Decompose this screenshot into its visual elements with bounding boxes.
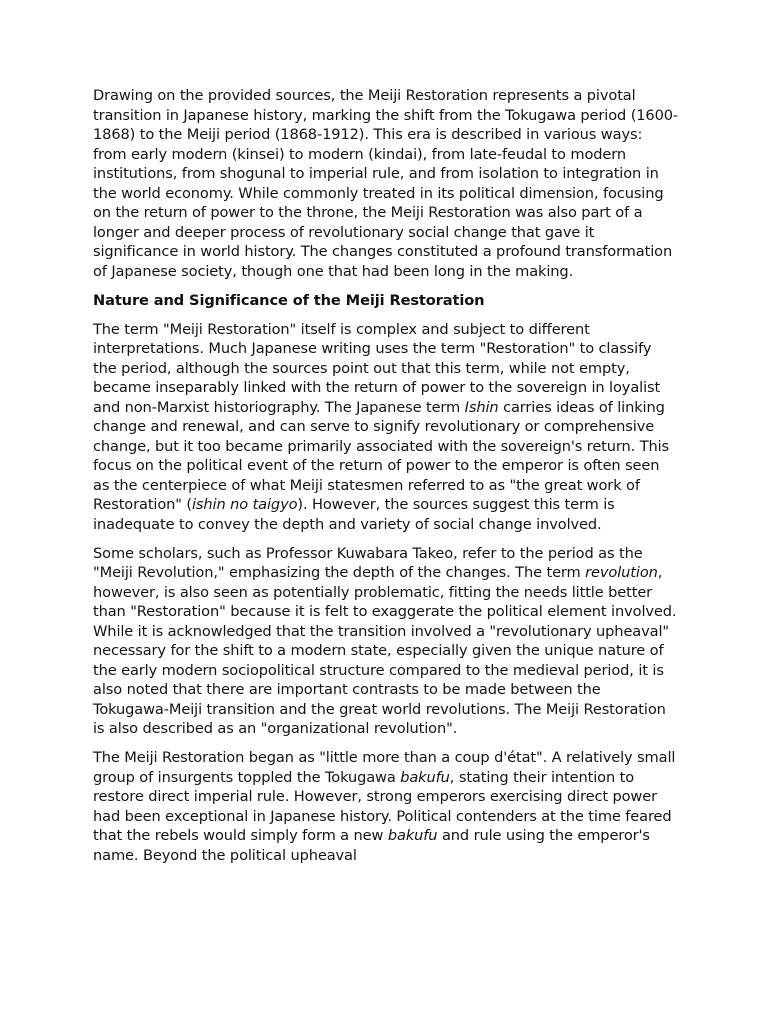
text-run: The Meiji Restoration began as "little more than a coup d'état". A relatively small group of insurgents toppled the Tokugawa <box>93 749 676 786</box>
text-run: The term "Meiji Restoration" itself is complex and subject to different interpretations. Much Japanese writing uses the term "Restoration" to classify the period, although the sources point out that this term, while not empty, became inseparably linked with the return of power to the sovereign in loyalist and non-Marxist historiography. The Japanese term <box>93 320 661 416</box>
revolution-paragraph <box>93 544 679 739</box>
intro-paragraph: Drawing on the provided sources, the Meiji Restoration represents a pivotal transition in Japanese history, marking the shift from the Tokugawa period (1600-1868) to the Meiji period (1868-1912). This era is described in various ways: from early modern (kinsei) to modern (kindai), from late-feudal to modern institutions, from shogunal to imperial rule, and from isolation to integration in the world economy. While commonly treated in its political dimension, focusing on the return of power to the throne, the Meiji Restoration was also part of a longer and deeper process of revolutionary social change that gave it significance in world history. The changes constituted a profound transformation of Japanese society, though one that had been long in the making. <box>93 87 679 280</box>
document-body <box>93 86 679 875</box>
italic-term-revolution: revolution <box>585 564 658 581</box>
text-run: Some scholars, such as Professor Kuwabara Takeo, refer to the period as the "Meiji Revolution," emphasizing the depth of the changes. The term <box>93 544 643 581</box>
text-run: carries ideas of linking change and renewal, and can serve to signify revolutionary or comprehensive change, but it too became primarily associated with the sovereign's return. This focus on the political event of the return of power to the emperor is often seen as the centerpiece of what Meiji statesmen referred to as "the great work of Restoration" ( <box>93 398 670 513</box>
section-heading: Nature and Significance of the Meiji Restoration <box>93 291 485 309</box>
text-run: , however, is also seen as potentially problematic, fitting the needs little better than "Restoration" because it is felt to exaggerate the political element involved. While it is acknowledged that the transition involved a "revolutionary upheaval" necessary for the shift to a modern state, especially given the unique nature of the early modern sociopolitical structure compared to the medieval period, it is also noted that there are important contrasts to be made between the Tokugawa-Meiji transition and the great world revolutions. The Meiji Restoration is also described as an "organizational revolution". <box>93 564 677 737</box>
term-paragraph <box>93 320 679 535</box>
text-run: , stating their intention to restore direct imperial rule. However, strong emperors exercising direct power had been exceptional in Japanese history. Political contenders at the time feared that the rebels would simply form a new <box>93 768 672 844</box>
italic-term-ishin: Ishin <box>464 398 499 416</box>
text-run: ). However, the sources suggest this term is inadequate to convey the depth and variety of social change involved. <box>93 496 615 533</box>
italic-term-bakufu: bakufu <box>400 768 450 786</box>
italic-term-bakufu: bakufu <box>387 827 438 844</box>
text-run: and rule using the emperor's name. Beyond the political upheaval <box>93 827 650 864</box>
italic-term-ishin-no-taigyo: ishin no taigyo <box>191 496 298 513</box>
coup-paragraph <box>93 748 679 865</box>
